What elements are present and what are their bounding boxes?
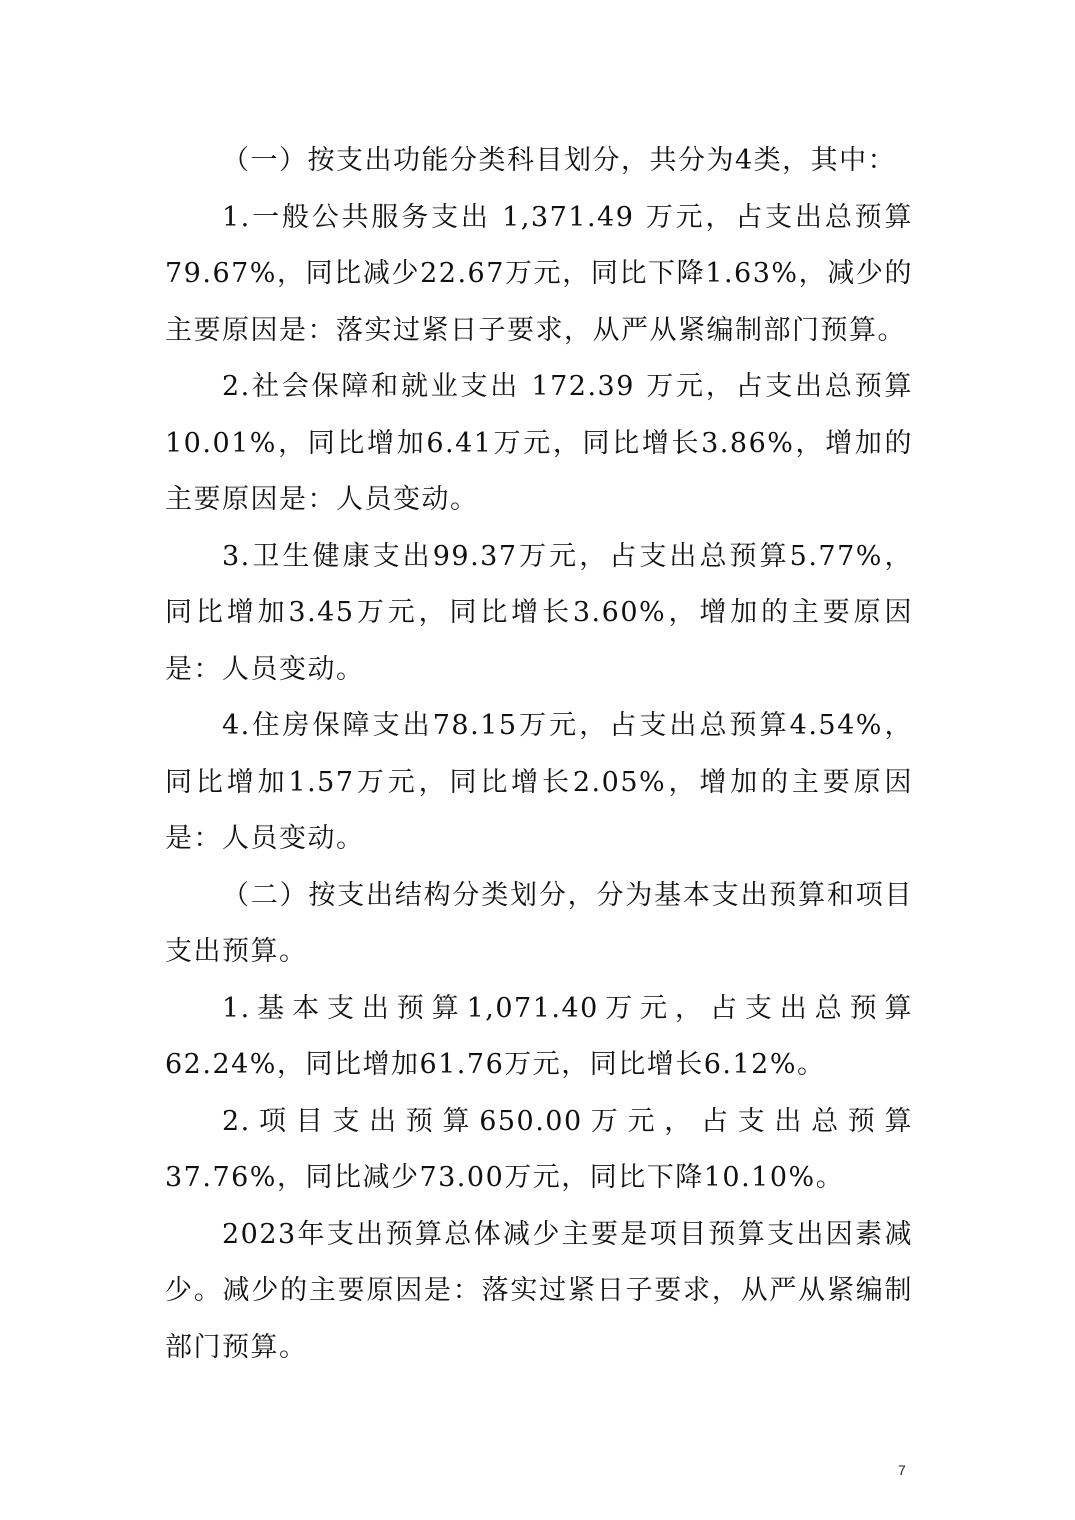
paragraph-health: 3.卫生健康支出99.37万元，占支出总预算5.77%，同比增加3.45万元，同比增长3.60%，增加的主要原因是：人员变动。 (165, 540, 913, 685)
paragraph-functional-classification-heading: （一）按支出功能分类科目划分，共分为4类，其中： (222, 145, 897, 176)
paragraph-overall-summary: 2023年支出预算总体减少主要是项目预算支出因素减少。减少的主要原因是：落实过紧日子要求，从严从紧编制部门预算。 (165, 1218, 913, 1363)
paragraph-housing-security: 4.住房保障支出78.15万元，占支出总预算4.54%，同比增加1.57万元，同比增长2.05%，增加的主要原因是：人员变动。 (165, 710, 913, 854)
paragraph-project-expenditure: 2.项目支出预算650.00万元，占支出总预算37.76%，同比减少73.00万元，同比下降10.10%。 (165, 1105, 913, 1193)
paragraph-basic-expenditure: 1.基本支出预算1,071.40万元，占支出总预算62.24%，同比增加61.76万元，同比增长6.12%。 (165, 992, 913, 1080)
page-number: 7 (898, 1462, 906, 1478)
paragraph-structural-classification-heading: （二）按支出结构分类划分，分为基本支出预算和项目支出预算。 (165, 879, 913, 967)
paragraph-general-public-services: 1.一般公共服务支出 1,371.49 万元，占支出总预算79.67%，同比减少22.67万元，同比下降1.63%，减少的主要原因是：落实过紧日子要求，从严从紧编制部门预算。 (165, 201, 913, 346)
document-body (165, 133, 913, 1376)
paragraph-social-security-employment: 2.社会保障和就业支出 172.39 万元，占支出总预算10.01%，同比增加6.41万元，同比增长3.86%，增加的主要原因是：人员变动。 (165, 371, 913, 515)
